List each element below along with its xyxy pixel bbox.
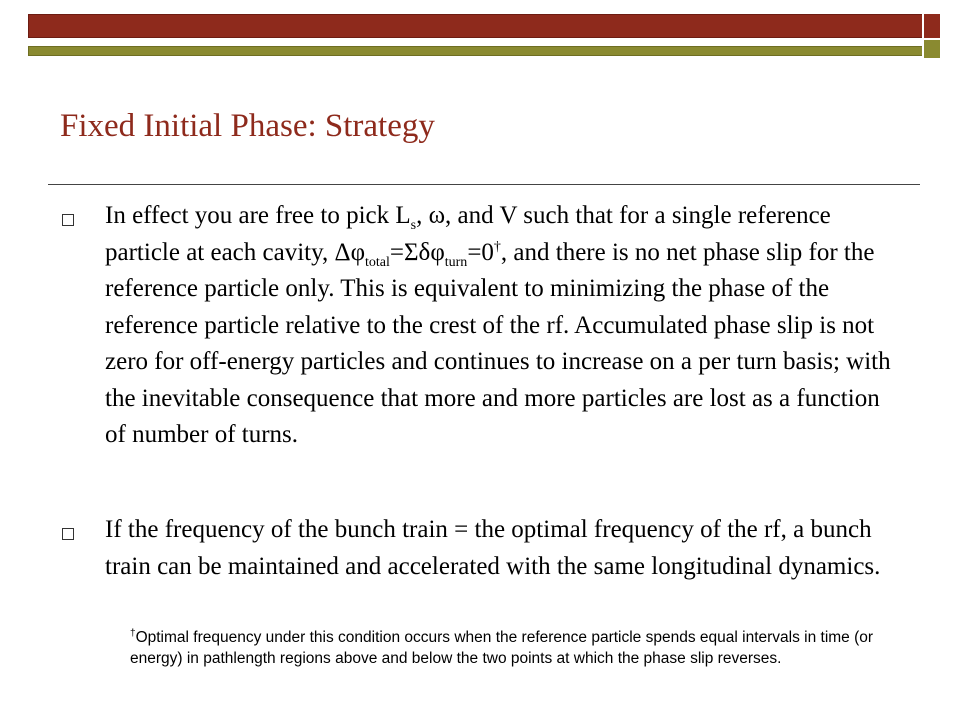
bullet-1-seg-4: =0 (467, 238, 494, 266)
footnote (130, 628, 890, 669)
bullet-1-sub-total: total (365, 254, 390, 270)
bullet-1-sub-s: s (410, 218, 417, 233)
header-corner-dark (922, 14, 940, 38)
slide-title: Fixed Initial Phase: Strategy (60, 108, 435, 144)
header-decoration (0, 0, 960, 70)
bullet-2-text: If the frequency of the bunch train = the optimal frequency of the rf, a bunch train can be maintained and accelerated with the same longitudinal dynamics. (105, 516, 881, 580)
bullet-1-seg-5: , and there is no net phase slip for the reference particle only. This is equivalent to minimizing the phase of the reference particle relative to the crest of the rf. Accumulated phase slip is not zero for off-energy particles and continues to increase on a per turn basis; with the inevitable consequence that more and more particles are lost as a function of number of turns. (105, 238, 891, 448)
bullet-1-seg-2: , ω, and V such that for a single reference particle at each cavity, Δφ (105, 202, 831, 266)
bullet-square-icon (62, 528, 74, 540)
bullet-square-icon (62, 214, 74, 226)
footnote-text: Optimal frequency under this condition occurs when the reference particle spends equal intervals in time (or energy) in pathlength regions above and below the two points at which the phase slip reverses. (130, 629, 874, 667)
footnote-dagger: † (130, 627, 136, 639)
title-divider (48, 184, 920, 185)
bullet-1-sub-turn: turn (444, 254, 468, 270)
bullet-1-seg-3: =Σδφ (389, 238, 445, 266)
bullet-1-seg-1: In effect you are free to pick L (105, 202, 411, 229)
header-stripe-dark (28, 14, 940, 38)
bullet-1-dagger: † (493, 239, 501, 255)
header-corner-olive (922, 40, 940, 58)
header-stripe-olive (28, 46, 940, 56)
bullet-1-text (105, 198, 905, 454)
